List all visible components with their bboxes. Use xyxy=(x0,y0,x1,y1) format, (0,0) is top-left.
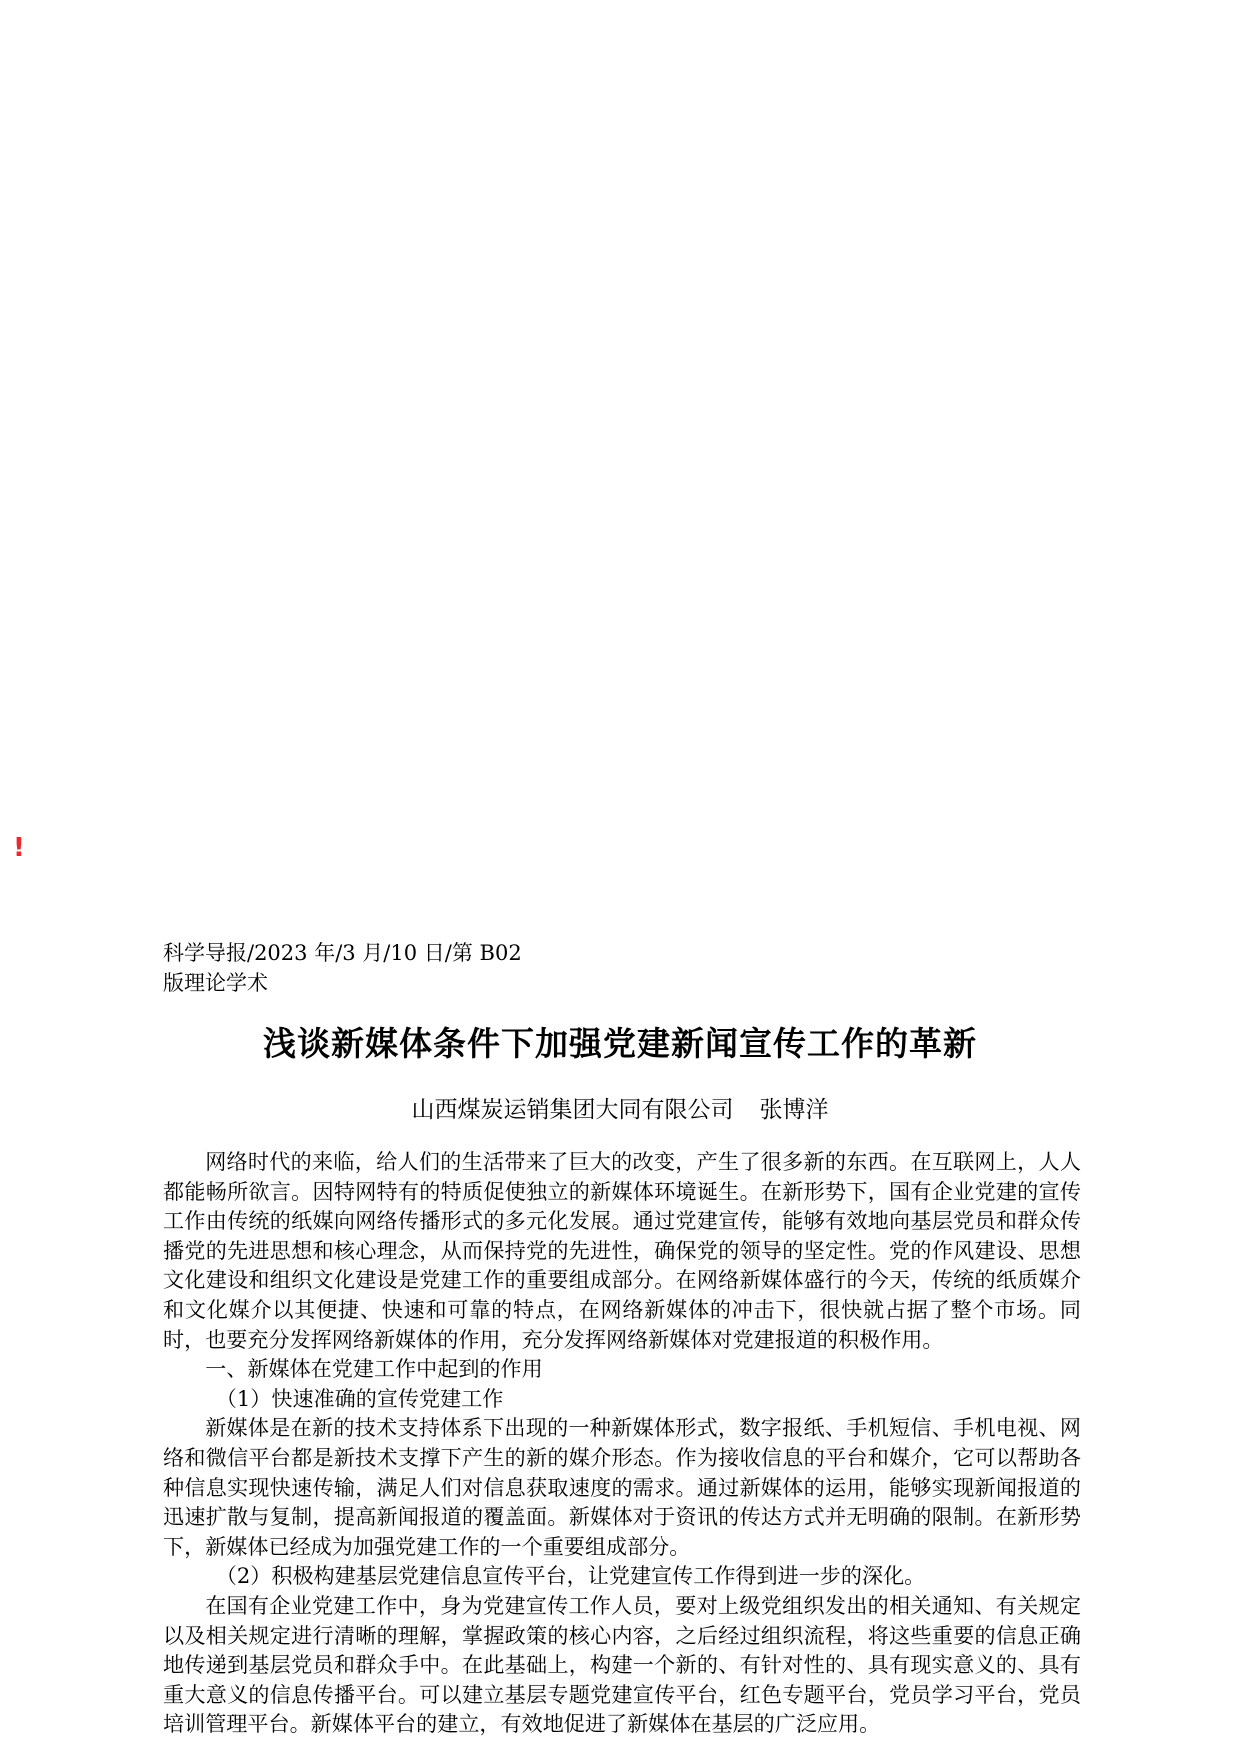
paragraph-2: 在国有企业党建工作中，身为党建宣传工作人员，要对上级党组织发出的相关通知、有关规定以及相关规定进行清晰的理解，掌握政策的核心内容，之后经过组织流程，将这些重要的信息正确地传递到基层党员和群众手中。在此基础上，构建一个新的、有针对性的、具有现实意义的、具有重大意义的信息传播平台。可以建立基层专题党建宣传平台，红色专题平台，党员学习平台，党员培训管理平台。新媒体平台的建立，有效地促进了新媒体在基层的广泛应用。 xyxy=(163,1592,1081,1737)
source-citation xyxy=(163,938,523,998)
article-title: 浅谈新媒体条件下加强党建新闻宣传工作的革新 xyxy=(263,1024,977,1063)
author-organization: 山西煤炭运销集团大同有限公司 xyxy=(411,1097,734,1123)
source-line-2: 版理论学术 xyxy=(163,971,268,995)
article-body xyxy=(163,1147,1081,1739)
author-name: 张博洋 xyxy=(759,1097,829,1123)
byline xyxy=(0,1093,1240,1127)
section-heading-1: 一、新媒体在党建工作中起到的作用 xyxy=(205,1356,543,1382)
paragraph-1: 新媒体是在新的技术支持体系下出现的一种新媒体形式，数字报纸、手机短信、手机电视、网络和微信平台都是新技术支撑下产生的新的媒介形态。作为接收信息的平台和媒介，它可以帮助各种信息实现快速传输，满足人们对信息获取速度的需求。通过新媒体的运用，能够实现新闻报道的迅速扩散与复制，提高新闻报道的覆盖面。新媒体对于资讯的传达方式并无明确的限制。在新形势下，新媒体已经成为加强党建工作的一个重要组成部分。 xyxy=(163,1415,1081,1559)
subsection-heading-2: （2）积极构建基层党建信息宣传平台，让党建宣传工作得到进一步的深化。 xyxy=(215,1563,926,1589)
paragraph-intro: 网络时代的来临，给人们的生活带来了巨大的改变，产生了很多新的东西。在互联网上，人人都能畅所欲言。因特网特有的特质促使独立的新媒体环境诞生。在新形势下，国有企业党建的宣传工作由传统的纸媒向网络传播形式的多元化发展。通过党建宣传，能够有效地向基层党员和群众传播党的先进思想和核心理念，从而保持党的先进性，确保党的领导的坚定性。党的作风建设、思想文化建设和组织文化建设是党建工作的重要组成部分。在网络新媒体盛行的今天，传统的纸质媒介和文化媒介以其便捷、快速和可靠的特点，在网络新媒体的冲击下，很快就占据了整个市场。同时，也要充分发挥网络新媒体的作用，充分发挥网络新媒体对党建报道的积极作用。 xyxy=(163,1149,1081,1352)
subsection-heading-1: （1）快速准确的宣传党建工作 xyxy=(215,1385,504,1411)
exclamation-mark: ! xyxy=(13,833,25,863)
source-line-1: 科学导报/2023 年/3 月/10 日/第 B02 xyxy=(163,941,522,965)
